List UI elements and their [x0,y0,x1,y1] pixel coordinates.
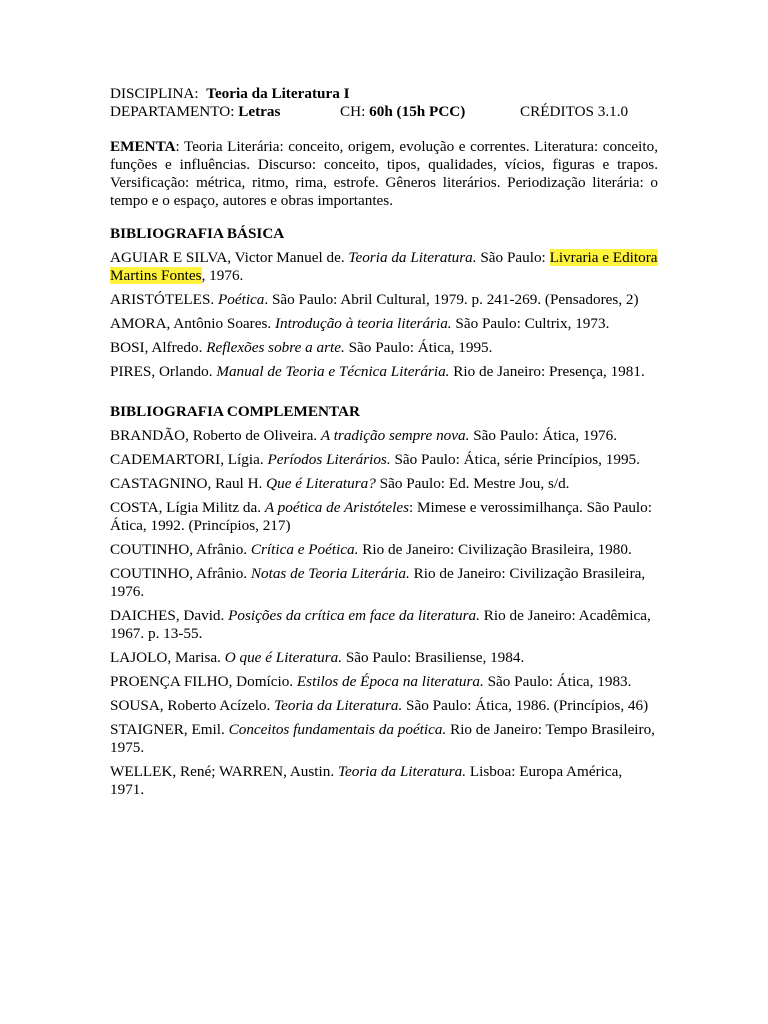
reference-publisher: São Paulo: Ática, série Princípios, 1995. [390,451,640,468]
reference-author: STAIGNER, Emil. [110,721,229,738]
reference-publisher: Rio de Janeiro: Presença, 1981. [449,363,645,380]
reference-item [110,499,658,535]
reference-publisher: Rio de Janeiro: Tempo Brasileiro, 1975. [110,721,655,756]
reference-author: COSTA, Lígia Militz da. [110,499,265,516]
reference-title: Estilos de Época na literatura. [296,673,484,690]
document-page [110,85,658,805]
reference-publisher: São Paulo: Cultrix, 1973. [451,315,610,332]
departamento-value: Letras [238,103,281,120]
disciplina-line [110,85,658,103]
reference-title: Teoria da Literatura. [348,249,477,266]
highlighted-text: Livraria e Editora Martins Fontes [110,249,658,284]
reference-title: Notas de Teoria Literária. [250,565,410,582]
creditos-field: CRÉDITOS 3.1.0 [520,103,629,120]
reference-title: Manual de Teoria e Técnica Literária. [216,363,450,380]
reference-author: BRANDÃO, Roberto de Oliveira. [110,427,321,444]
reference-title: Que é Literatura? [266,475,376,492]
reference-author: SOUSA, Roberto Acízelo. [110,697,275,714]
reference-publisher: São Paulo: Ática, 1976. [469,427,618,444]
reference-item [110,249,658,285]
reference-author: WELLEK, René; WARREN, Austin. [110,763,338,780]
bibliografia-basica-list [110,249,658,381]
reference-title: Teoria da Literatura. [337,763,467,780]
reference-title: Reflexões sobre a arte. [206,339,345,356]
reference-author: ARISTÓTELES. [110,291,218,308]
ementa-label: EMENTA [110,138,176,155]
reference-author: CASTAGNINO, Raul H. [110,475,267,492]
reference-publisher: São Paulo: Ática, 1995. [344,339,493,356]
reference-author: COUTINHO, Afrânio. [110,565,251,582]
reference-year: , 1976. [201,267,244,284]
reference-author: DAICHES, David. [110,607,229,624]
reference-title: A poética de Aristóteles [264,499,409,516]
reference-publisher: São Paulo: Brasiliense, 1984. [342,649,525,666]
ch-label: CH: [340,103,366,120]
reference-author: PROENÇA FILHO, Domício. [110,673,297,690]
reference-title: Períodos Literários. [267,451,391,468]
reference-publisher: Lisboa: Europa América, 1971. [110,763,623,798]
bibliografia-complementar-list [110,427,658,799]
reference-publisher: São Paulo: [476,249,550,266]
ementa-text: : Teoria Literária: conceito, origem, evolução e correntes. Literatura: conceito, funções e influências. Discurso: conceito, tipos, qualidades, vícios, figuras e trapos. Versificação: métrica, ritmo, rima, estrofe. Gêneros literários. Periodização literária: o tempo e o espaço, autores e obras importantes. [110,138,658,209]
reference-title: Teoria da Literatura. [274,697,403,714]
reference-item [110,475,658,493]
reference-item [110,339,658,357]
reference-author: AGUIAR E SILVA, Victor Manuel de. [110,249,349,266]
reference-publisher: Rio de Janeiro: Civilização Brasileira, 1976. [110,565,646,600]
reference-author: PIRES, Orlando. [110,363,217,380]
reference-publisher: São Paulo: Ática, 1983. [483,673,632,690]
reference-publisher: : Mimese e verossimilhança. São Paulo: Ática, 1992. (Princípios, 217) [110,499,652,534]
reference-item [110,649,658,667]
reference-author: BOSI, Alfredo. [110,339,207,356]
reference-publisher: . São Paulo: Abril Cultural, 1979. p. 241-269. (Pensadores, 2) [264,291,639,308]
reference-item [110,697,658,715]
ch-value: 60h (15h PCC) [369,103,466,120]
reference-publisher: Rio de Janeiro: Civilização Brasileira, 1980. [358,541,632,558]
disciplina-value: Teoria da Literatura I [206,85,350,102]
reference-item [110,427,658,445]
reference-author: COUTINHO, Afrânio. [110,541,251,558]
reference-item [110,541,658,559]
reference-item [110,291,658,309]
departamento-line [110,103,658,121]
reference-item [110,673,658,691]
reference-title: Conceitos fundamentais da poética. [228,721,447,738]
reference-publisher: São Paulo: Ática, 1986. (Princípios, 46) [402,697,649,714]
reference-title: A tradição sempre nova. [320,427,470,444]
reference-publisher: São Paulo: Ed. Mestre Jou, s/d. [375,475,570,492]
ch-field [340,103,465,121]
reference-title: Posições da crítica em face da literatura. [228,607,480,624]
bibliografia-complementar-title: BIBLIOGRAFIA COMPLEMENTAR [110,403,360,420]
reference-item [110,721,658,757]
reference-author: AMORA, Antônio Soares. [110,315,275,332]
reference-title: Poética [218,291,265,308]
departamento-label: DEPARTAMENTO: [110,103,235,120]
ementa-paragraph [110,138,658,210]
reference-title: Crítica e Poética. [250,541,359,558]
reference-item [110,451,658,469]
reference-item [110,763,658,799]
reference-title: O que é Literatura. [224,649,343,666]
reference-item [110,363,658,381]
disciplina-label: DISCIPLINA: [110,85,199,102]
reference-item [110,565,658,601]
reference-author: LAJOLO, Marisa. [110,649,225,666]
reference-item [110,607,658,643]
reference-author: CADEMARTORI, Lígia. [110,451,268,468]
bibliografia-basica-title: BIBLIOGRAFIA BÁSICA [110,225,285,242]
reference-publisher: Rio de Janeiro: Acadêmica, 1967. p. 13-55. [110,607,651,642]
reference-title: Introdução à teoria literária. [274,315,452,332]
reference-item [110,315,658,333]
